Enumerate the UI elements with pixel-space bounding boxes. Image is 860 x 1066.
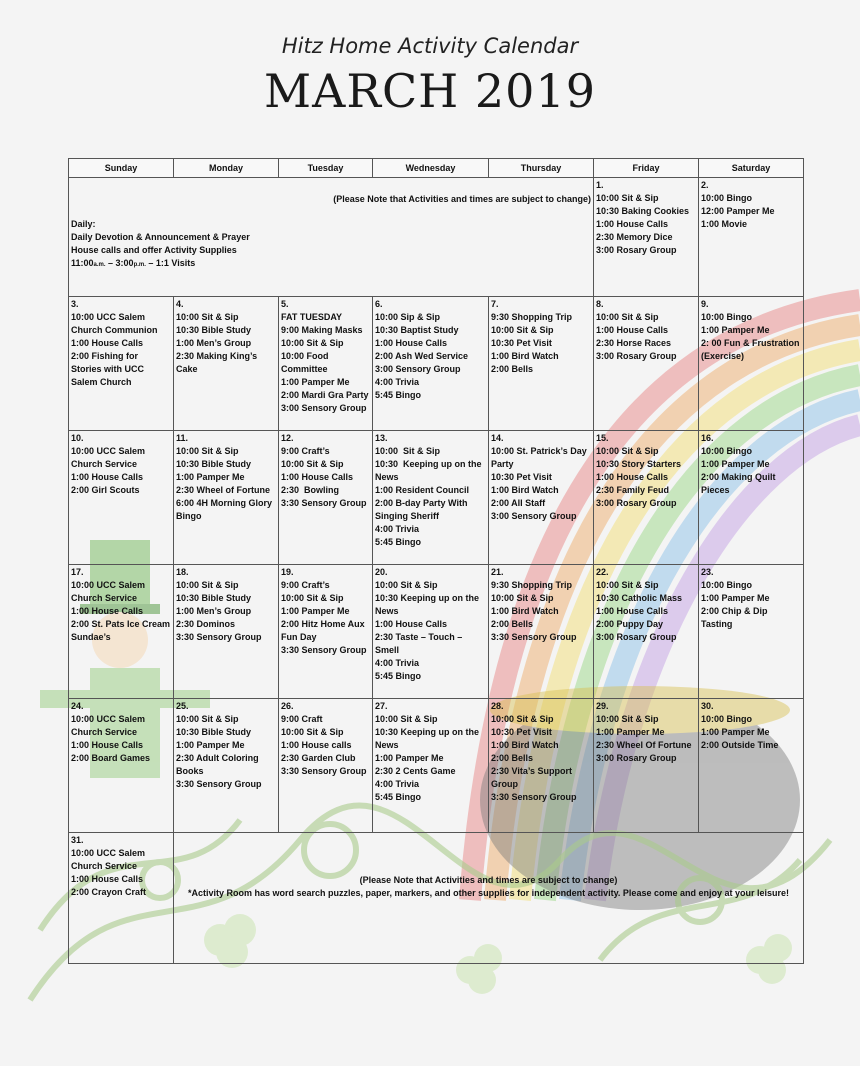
activity-item: 9:00 Craft’s: [281, 580, 330, 590]
activity-item: 10:00 Sit & Sip: [281, 338, 344, 348]
activity-item: 2:00 Chip & Dip Tasting: [701, 606, 771, 629]
activity-item: 9:30 Shopping Trip: [491, 580, 573, 590]
activity-item: 2:30 Wheel of Fortune: [176, 485, 271, 495]
week-row-2: [69, 297, 804, 431]
day-cell: [174, 297, 279, 431]
daily-line-house-calls: House calls and offer Activity Supplies: [71, 245, 237, 255]
activity-item: 2:00 Bells: [491, 619, 534, 629]
activity-item: 10:00 Sit & Sip: [491, 593, 554, 603]
activity-item: 1:00 House Calls: [596, 606, 669, 616]
activity-item: 2:00 Bells: [491, 753, 534, 763]
activity-item: 10:00 Sit & Sip: [491, 714, 554, 724]
activity-item: FAT TUESDAY: [281, 312, 343, 322]
activity-item: 3:00 Rosary Group: [596, 498, 677, 508]
day-number: 5.: [281, 299, 289, 309]
activity-item: 1:00 House Calls: [596, 325, 669, 335]
daily-info: [71, 218, 591, 272]
activity-item: 2:00 Outside Time: [701, 740, 779, 750]
activity-item: 2:30 Bowling: [281, 485, 340, 495]
day-cell: [373, 431, 489, 565]
activity-item: 10:00 Sip & Sip: [375, 312, 441, 322]
activity-item: 2:30 Vita’s Support Group: [491, 766, 575, 789]
am-label: a.m.: [93, 262, 106, 268]
activity-item: 3:00 Rosary Group: [596, 245, 677, 255]
weekday-tuesday: Tuesday: [279, 159, 373, 178]
visit-start-time: 11:00: [71, 258, 94, 268]
activity-item: 1:00 House Calls: [281, 472, 354, 482]
day-number: 9.: [701, 299, 709, 309]
activity-item: 10:00 UCC Salem Church Service: [71, 848, 148, 871]
day-cell: [174, 699, 279, 833]
day-cell: [373, 297, 489, 431]
activity-item: 10:30 Bible Study: [176, 325, 252, 335]
day-number: 15.: [596, 433, 609, 443]
calendar-table: [68, 158, 804, 964]
activity-item: 3:30 Sensory Group: [176, 632, 262, 642]
activity-item: 1:00 Pamper Me: [596, 727, 665, 737]
day-number: 23.: [701, 567, 714, 577]
day-number: 16.: [701, 433, 714, 443]
weekday-header-row: [69, 159, 804, 178]
footer-notes-cell: [174, 833, 804, 964]
day-number: 27.: [375, 701, 388, 711]
activity-item: 1:00 House Calls: [596, 472, 669, 482]
activity-item: 1:00 Men’s Group: [176, 606, 252, 616]
activity-item: 3:30 Sensory Group: [281, 498, 367, 508]
activity-item: 10:30 Catholic Mass: [596, 593, 683, 603]
activity-item: 2:30 Memory Dice: [596, 232, 673, 242]
activity-item: 10:30 Pet Visit: [491, 472, 552, 482]
activity-item: 1:00 Pamper Me: [375, 753, 444, 763]
day-cell: [69, 431, 174, 565]
day-cell: [594, 297, 699, 431]
schedule-change-note: (Please Note that Activities and times are subject to change): [333, 194, 591, 204]
activity-item: 1:00 Bird Watch: [491, 606, 559, 616]
activity-item: 2:30 Family Feud: [596, 485, 670, 495]
activity-item: 2:00 Mardi Gra Party: [281, 390, 369, 400]
activity-item: 1:00 Pamper Me: [701, 727, 770, 737]
day-cell: [699, 431, 804, 565]
day-number: 29.: [596, 701, 609, 711]
activity-item: 1:00 Pamper Me: [281, 377, 350, 387]
day-number: 4.: [176, 299, 184, 309]
day-cell: [174, 431, 279, 565]
activity-item: 10:00 Sit & Sip: [375, 714, 438, 724]
activity-item: 4:00 Trivia: [375, 524, 420, 534]
day-number: 13.: [375, 433, 388, 443]
activity-item: 2:00 Crayon Craft: [71, 887, 147, 897]
activity-item: 10:00 Sit & Sip: [596, 193, 659, 203]
activity-item: 4:00 Trivia: [375, 779, 420, 789]
day-cell: [69, 699, 174, 833]
activity-item: 2:30 Making King’s Cake: [176, 351, 260, 374]
week-row-1: [69, 178, 804, 297]
day-cell: [699, 565, 804, 699]
activity-item: 10:00 Sit & Sip: [596, 580, 659, 590]
activity-item: 9:00 Craft: [281, 714, 323, 724]
activity-item: 2:30 Garden Club: [281, 753, 356, 763]
day-number: 7.: [491, 299, 499, 309]
weekday-friday: Friday: [594, 159, 699, 178]
activity-item: 10:30 Keeping up on the News: [375, 593, 482, 616]
day-cell: [594, 565, 699, 699]
activity-item: 10:00 Sit & Sip: [281, 459, 344, 469]
activity-item: 10:00 Sit & Sip: [491, 325, 554, 335]
activity-item: 10:30 Keeping up on the News: [375, 727, 482, 750]
activity-item: 1:00 Pamper Me: [701, 593, 770, 603]
activity-item: 1:00 Pamper Me: [176, 472, 245, 482]
activity-item: 2:00 Girl Scouts: [71, 485, 140, 495]
activity-item: 10:00 Sit & Sip: [596, 312, 659, 322]
activity-item: 3:00 Rosary Group: [596, 632, 677, 642]
activity-item: 10:00 Sit & Sip: [176, 580, 239, 590]
activity-item: 1:00 Pamper Me: [176, 740, 245, 750]
activity-item: 5:45 Bingo: [375, 537, 422, 547]
activity-item: 9:30 Shopping Trip: [491, 312, 573, 322]
day-cell: [279, 699, 373, 833]
activity-item: 2:00 Hitz Home Aux Fun Day: [281, 619, 368, 642]
day-number: 14.: [491, 433, 504, 443]
activity-item: 9:00 Making Masks: [281, 325, 363, 335]
day-cell: [279, 431, 373, 565]
activity-item: 2:30 Wheel Of Fortune: [596, 740, 692, 750]
month-title: MARCH 2019: [264, 64, 596, 118]
activity-item: 10:00 Bingo: [701, 446, 753, 456]
activity-item: 10:00 UCC Salem Church Communion: [71, 312, 158, 335]
day-cell: [699, 699, 804, 833]
weekday-saturday: Saturday: [699, 159, 804, 178]
activity-item: 2:00 Making Quilt Pieces: [701, 472, 779, 495]
day-cell: [69, 833, 174, 964]
day-cell: [594, 431, 699, 565]
activity-item: 10:30 Baptist Study: [375, 325, 459, 335]
activity-item: 10:00 Food Committee: [281, 351, 332, 374]
weekday-thursday: Thursday: [489, 159, 594, 178]
day-number: 21.: [491, 567, 504, 577]
activity-item: 10:30 Bible Study: [176, 727, 252, 737]
day-number: 24.: [71, 701, 84, 711]
activity-item: 2:00 Board Games: [71, 753, 151, 763]
day-number: 12.: [281, 433, 294, 443]
day-number: 31.: [71, 835, 84, 845]
day-number: 10.: [71, 433, 84, 443]
activity-item: 2:00 St. Pats Ice Cream Sundae’s: [71, 619, 173, 642]
activity-item: 10:00 Sit & Sip: [375, 580, 438, 590]
activity-item: 3:00 Sensory Group: [375, 364, 461, 374]
day-cell: [373, 699, 489, 833]
activity-item: 1:00 Bird Watch: [491, 485, 559, 495]
day-number: 6.: [375, 299, 383, 309]
activity-item: 10:00 Sit & Sip: [281, 727, 344, 737]
day-number: 1.: [596, 180, 604, 190]
day-cell: [373, 565, 489, 699]
activity-item: 2:00 Fishing for Stories with UCC Salem Church: [71, 351, 147, 387]
day-number: 17.: [71, 567, 84, 577]
day-number: 19.: [281, 567, 294, 577]
activity-item: 10:30 Pet Visit: [491, 727, 552, 737]
activity-item: 10:00 Bingo: [701, 714, 753, 724]
activity-item: 2:00 Puppy Day: [596, 619, 664, 629]
day-cell: [69, 297, 174, 431]
activity-item: 1:00 House Calls: [71, 874, 144, 884]
activity-item: 1:00 House Calls: [596, 219, 669, 229]
day-number: 26.: [281, 701, 294, 711]
activity-item: 2:00 Ash Wed Service: [375, 351, 469, 361]
activity-item: 1:00 Pamper Me: [701, 459, 770, 469]
activity-item: 12:00 Pamper Me: [701, 206, 775, 216]
day-number: 2.: [701, 180, 709, 190]
activity-item: 5:45 Bingo: [375, 792, 422, 802]
week-row-5: [69, 699, 804, 833]
activity-item: 10:00 UCC Salem Church Service: [71, 446, 148, 469]
day-number: 11.: [176, 433, 189, 443]
activity-item: 4:00 Trivia: [375, 658, 420, 668]
pm-label: p.m.: [133, 262, 146, 268]
activity-item: 10:00 Bingo: [701, 193, 753, 203]
activity-item: 2:30 Adult Coloring Books: [176, 753, 262, 776]
activity-item: 3:00 Sensory Group: [491, 511, 577, 521]
activity-item: 10:00 Sit & Sip: [176, 446, 239, 456]
activity-item: 2:30 2 Cents Game: [375, 766, 456, 776]
activity-item: 1:00 House Calls: [71, 338, 144, 348]
activity-item: 10:30 Bible Study: [176, 459, 252, 469]
day-cell: [594, 699, 699, 833]
week-row-3: [69, 431, 804, 565]
activity-item: 3:00 Rosary Group: [596, 351, 677, 361]
activity-item: 1:00 Bird Watch: [491, 351, 559, 361]
activity-item: 2:00 Bells: [491, 364, 534, 374]
activity-item: 10:00 Bingo: [701, 580, 753, 590]
weekday-monday: Monday: [174, 159, 279, 178]
day-cell: [279, 297, 373, 431]
day-number: 22.: [596, 567, 609, 577]
day-number: 28.: [491, 701, 504, 711]
day-number: 8.: [596, 299, 604, 309]
calendar-subtitle: Hitz Home Activity Calendar: [281, 34, 579, 58]
activity-item: 2:00 B-day Party With Singing Sheriff: [375, 498, 470, 521]
activity-item: 2:30 Horse Races: [596, 338, 672, 348]
day-cell: [174, 565, 279, 699]
activity-item: 1:00 House Calls: [375, 338, 448, 348]
week-row-4: [69, 565, 804, 699]
activity-item: 9:00 Craft’s: [281, 446, 330, 456]
schedule-change-note: (Please Note that Activities and times are subject to change): [359, 875, 618, 885]
activity-item: 10:00 Sit & Sip: [596, 446, 659, 456]
activity-item: 1:00 Men’s Group: [176, 338, 252, 348]
day-number: 18.: [176, 567, 189, 577]
footer-notes: [176, 874, 801, 900]
activity-item: 10:30 Pet Visit: [491, 338, 552, 348]
activity-item: 2:00 All Staff: [491, 498, 546, 508]
day-number: 20.: [375, 567, 388, 577]
activity-room-note: *Activity Room has word search puzzles, paper, markers, and other supplies for independent activity. Please come and enjoy at your leisure!: [187, 888, 789, 898]
weekday-wednesday: Wednesday: [373, 159, 489, 178]
activity-item: 10:00 UCC Salem Church Service: [71, 714, 148, 737]
activity-item: 6:00 4H Morning Glory Bingo: [176, 498, 275, 521]
general-info-cell: [69, 178, 594, 297]
activity-item: 10:30 Keeping up on the News: [375, 459, 485, 482]
day-cell: [489, 431, 594, 565]
activity-item: 2:30 Dominos: [176, 619, 236, 629]
activity-item: 1:00 House Calls: [71, 472, 144, 482]
activity-item: 3:30 Sensory Group: [176, 779, 262, 789]
activity-item: 3:30 Sensory Group: [491, 632, 577, 642]
day-number: 25.: [176, 701, 189, 711]
activity-item: 1:00 Bird Watch: [491, 740, 559, 750]
day-cell: [69, 565, 174, 699]
day-cell: [279, 565, 373, 699]
activity-item: 10:00 Sit & Sip: [596, 714, 659, 724]
activity-item: 1:00 Pamper Me: [701, 325, 770, 335]
activity-item: 1:00 House Calls: [71, 740, 144, 750]
visit-type: – 1:1 Visits: [145, 258, 196, 268]
activity-item: 3:00 Rosary Group: [596, 753, 677, 763]
activity-item: 10:00 UCC Salem Church Service: [71, 580, 148, 603]
activity-item: 1:00 Movie: [701, 219, 748, 229]
day-cell: [594, 178, 699, 297]
activity-item: 1:00 House Calls: [71, 606, 144, 616]
activity-item: 10:00 Sit & Sip: [281, 593, 344, 603]
activity-item: 1:00 Resident Council: [375, 485, 470, 495]
week-row-6: [69, 833, 804, 964]
day-cell: [699, 178, 804, 297]
weekday-sunday: Sunday: [69, 159, 174, 178]
day-cell: [489, 699, 594, 833]
activity-item: 10:00 St. Patrick’s Day Party: [491, 446, 590, 469]
daily-line-devotion: Daily Devotion & Announcement & Prayer: [71, 232, 250, 242]
visit-end-time: – 3:00: [105, 258, 134, 268]
day-cell: [489, 297, 594, 431]
activity-item: 3:30 Sensory Group: [491, 792, 577, 802]
activity-item: 2: 00 Fun & Frustration (Exercise): [701, 338, 803, 361]
day-cell: [489, 565, 594, 699]
activity-item: 5:45 Bingo: [375, 390, 422, 400]
activity-item: 10:30 Baking Cookies: [596, 206, 690, 216]
activity-item: 1:00 Pamper Me: [281, 606, 350, 616]
activity-item: 1:00 House calls: [281, 740, 352, 750]
activity-item: 10:00 Bingo: [701, 312, 753, 322]
day-number: 3.: [71, 299, 79, 309]
activity-item: 10:00 Sit & Sip: [176, 312, 239, 322]
activity-item: 3:30 Sensory Group: [281, 645, 367, 655]
daily-label: Daily:: [71, 219, 96, 229]
day-number: 30.: [701, 701, 714, 711]
activity-item: 10:00 Sit & Sip: [375, 446, 441, 456]
activity-item: 10:30 Story Starters: [596, 459, 682, 469]
activity-item: 3:00 Sensory Group: [281, 403, 367, 413]
activity-item: 5:45 Bingo: [375, 671, 422, 681]
activity-item: 10:00 Sit & Sip: [176, 714, 239, 724]
activity-item: 2:30 Taste – Touch – Smell: [375, 632, 465, 655]
day-cell: [699, 297, 804, 431]
activity-item: 3:30 Sensory Group: [281, 766, 367, 776]
activity-item: 1:00 House Calls: [375, 619, 448, 629]
activity-item: 4:00 Trivia: [375, 377, 420, 387]
activity-item: 10:30 Bible Study: [176, 593, 252, 603]
daily-line-visits: [71, 257, 591, 272]
